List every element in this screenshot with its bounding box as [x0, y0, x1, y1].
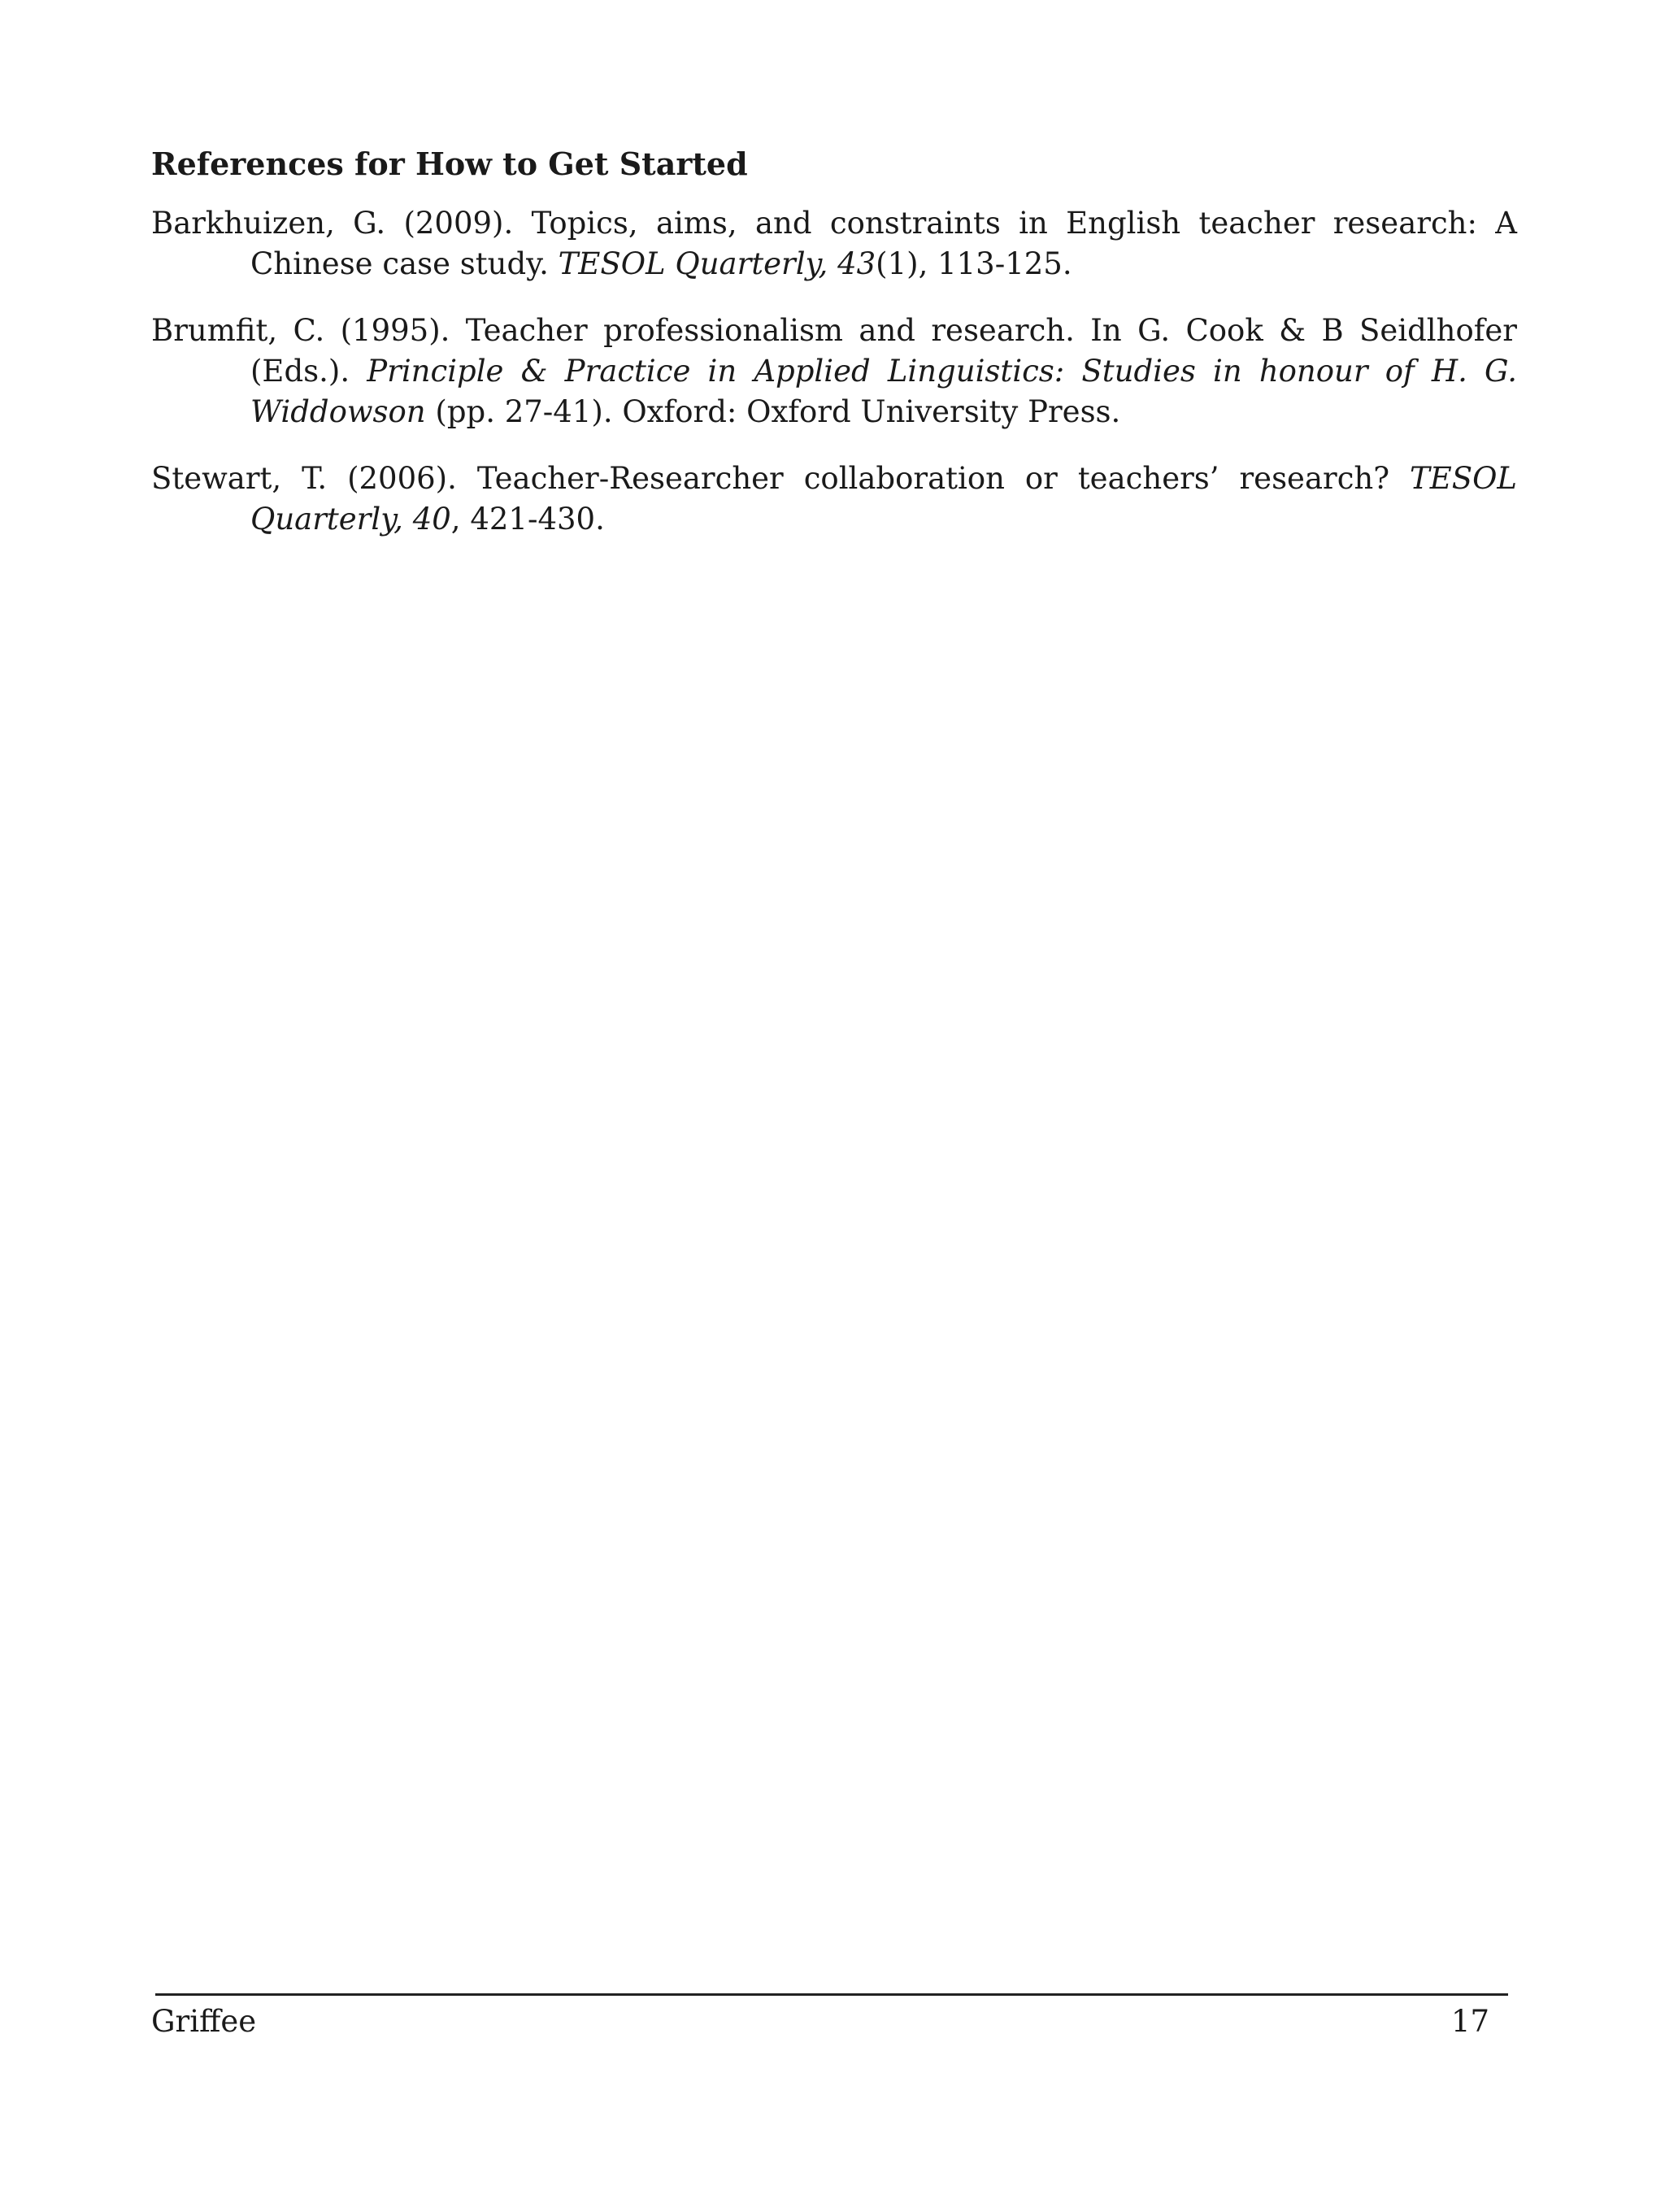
reference-text: Stewart, T. (2006). Teacher-Researcher collaboration or teachers’ research?: [151, 461, 1411, 496]
references-section: [151, 143, 1517, 566]
page-number: 17: [1451, 2004, 1490, 2039]
reference-details: , 421-430.: [450, 502, 605, 537]
reference-book-title: Principle & Practice in Applied Linguistics: Studies in honour of H. G. Widdowson: [250, 354, 1517, 429]
reference-entry-brumfit: [151, 311, 1517, 432]
section-heading: References for How to Get Started: [151, 146, 748, 182]
reference-details: (pp. 27-41). Oxford: Oxford University Press.: [425, 394, 1121, 429]
footer-divider: [155, 1993, 1508, 1996]
reference-journal: TESOL Quarterly, 40: [250, 461, 1517, 537]
reference-entry-barkhuizen: [151, 203, 1517, 285]
reference-text: Brumfit, C. (1995). Teacher professionalism and research. In G. Cook & B Seidlhofer (Eds.).: [151, 313, 1517, 389]
reference-text: Barkhuizen, G. (2009). Topics, aims, and constraints in English teacher research: A Chinese case study.: [151, 206, 1517, 281]
reference-details: (1), 113-125.: [876, 246, 1072, 281]
reference-journal: TESOL Quarterly, 43: [558, 246, 876, 281]
footer-author: Griffee: [151, 2004, 257, 2039]
reference-entry-stewart: [151, 458, 1517, 540]
